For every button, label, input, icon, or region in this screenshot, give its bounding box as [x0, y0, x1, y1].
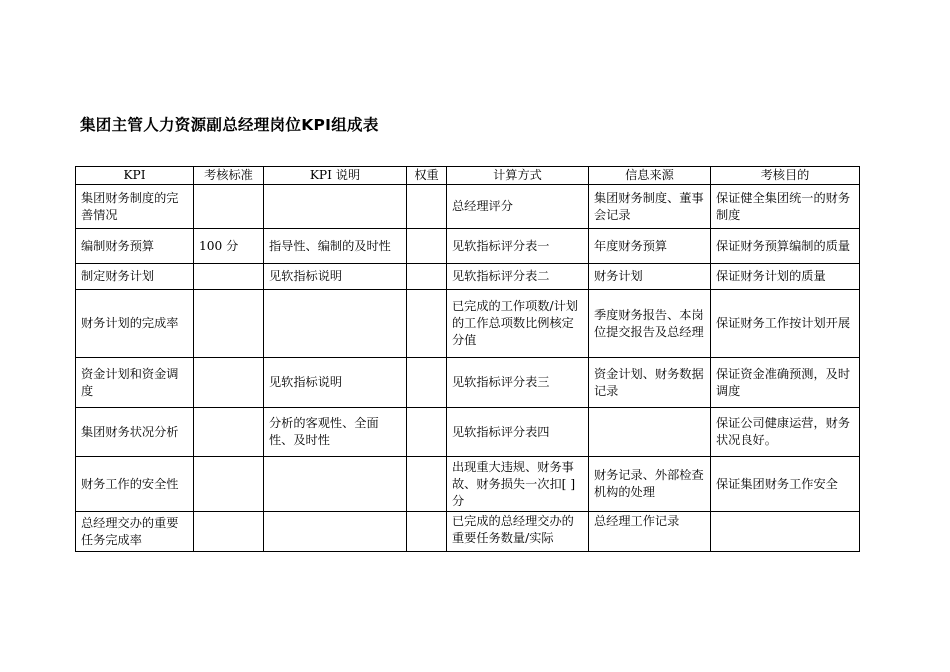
- table-row: [76, 512, 860, 552]
- cell-source: 资金计划、财务数据记录: [589, 358, 711, 408]
- cell-calculation: 已完成的工作项数/计划的工作总项数比例核定分值: [447, 290, 589, 358]
- cell-source: 季度财务报告、本岗位提交报告及总经理: [589, 290, 711, 358]
- table-row: [76, 290, 860, 358]
- cell-standard: [194, 264, 264, 290]
- cell-description: [264, 185, 407, 229]
- table-row: [76, 185, 860, 229]
- cell-source: 集团财务制度、董事会记录: [589, 185, 711, 229]
- cell-weight: [407, 408, 447, 457]
- cell-calculation: 见软指标评分表四: [447, 408, 589, 457]
- cell-weight: [407, 358, 447, 408]
- document-title: 集团主管人力资源副总经理岗位KPI组成表: [80, 116, 379, 134]
- table-row: [76, 358, 860, 408]
- cell-description: 指导性、编制的及时性: [264, 229, 407, 264]
- cell-calculation: 见软指标评分表二: [447, 264, 589, 290]
- cell-source: 财务计划: [589, 264, 711, 290]
- cell-purpose: 保证财务预算编制的质量: [711, 229, 860, 264]
- column-header-standard: 考核标准: [194, 167, 264, 185]
- table-row: [76, 457, 860, 512]
- cell-purpose: 保证健全集团统一的财务制度: [711, 185, 860, 229]
- cell-standard: [194, 358, 264, 408]
- cell-standard: 100 分: [194, 229, 264, 264]
- cell-weight: [407, 264, 447, 290]
- cell-weight: [407, 290, 447, 358]
- cell-source: [589, 408, 711, 457]
- cell-standard: [194, 408, 264, 457]
- cell-purpose: 保证资金准确预测，及时调度: [711, 358, 860, 408]
- cell-description: 分析的客观性、全面性、及时性: [264, 408, 407, 457]
- cell-weight: [407, 229, 447, 264]
- cell-purpose: 保证公司健康运营，财务状况良好。: [711, 408, 860, 457]
- kpi-table: [75, 166, 860, 552]
- table-row: [76, 229, 860, 264]
- table-row: [76, 408, 860, 457]
- cell-calculation: 见软指标评分表一: [447, 229, 589, 264]
- cell-kpi: 编制财务预算: [76, 229, 194, 264]
- cell-standard: [194, 457, 264, 512]
- cell-kpi: 资金计划和资金调度: [76, 358, 194, 408]
- column-header-weight: 权重: [407, 167, 447, 185]
- cell-calculation: 总经理评分: [447, 185, 589, 229]
- cell-calculation: 出现重大违规、财务事故、财务损失一次扣[ ]分: [447, 457, 589, 512]
- cell-calculation: 见软指标评分表三: [447, 358, 589, 408]
- cell-purpose: 保证财务计划的质量: [711, 264, 860, 290]
- cell-source: 财务记录、外部检查机构的处理: [589, 457, 711, 512]
- column-header-calculation: 计算方式: [447, 167, 589, 185]
- table-header-row: [76, 167, 860, 185]
- cell-description: 见软指标说明: [264, 264, 407, 290]
- cell-kpi: 集团财务制度的完善情况: [76, 185, 194, 229]
- cell-kpi: 财务工作的安全性: [76, 457, 194, 512]
- cell-description: 见软指标说明: [264, 358, 407, 408]
- cell-purpose: [711, 512, 860, 552]
- cell-weight: [407, 185, 447, 229]
- cell-weight: [407, 512, 447, 552]
- cell-purpose: 保证集团财务工作安全: [711, 457, 860, 512]
- column-header-source: 信息来源: [589, 167, 711, 185]
- cell-kpi: 总经理交办的重要任务完成率: [76, 512, 194, 552]
- cell-kpi: 制定财务计划: [76, 264, 194, 290]
- cell-calculation: 已完成的总经理交办的重要任务数量/实际: [447, 512, 589, 552]
- column-header-description: KPI 说明: [264, 167, 407, 185]
- table-row: [76, 264, 860, 290]
- cell-description: [264, 512, 407, 552]
- cell-kpi: 财务计划的完成率: [76, 290, 194, 358]
- cell-source: 总经理工作记录: [589, 512, 711, 552]
- column-header-kpi: KPI: [76, 167, 194, 185]
- cell-weight: [407, 457, 447, 512]
- cell-standard: [194, 185, 264, 229]
- cell-description: [264, 457, 407, 512]
- cell-standard: [194, 512, 264, 552]
- cell-source: 年度财务预算: [589, 229, 711, 264]
- cell-description: [264, 290, 407, 358]
- column-header-purpose: 考核目的: [711, 167, 860, 185]
- cell-standard: [194, 290, 264, 358]
- cell-purpose: 保证财务工作按计划开展: [711, 290, 860, 358]
- cell-kpi: 集团财务状况分析: [76, 408, 194, 457]
